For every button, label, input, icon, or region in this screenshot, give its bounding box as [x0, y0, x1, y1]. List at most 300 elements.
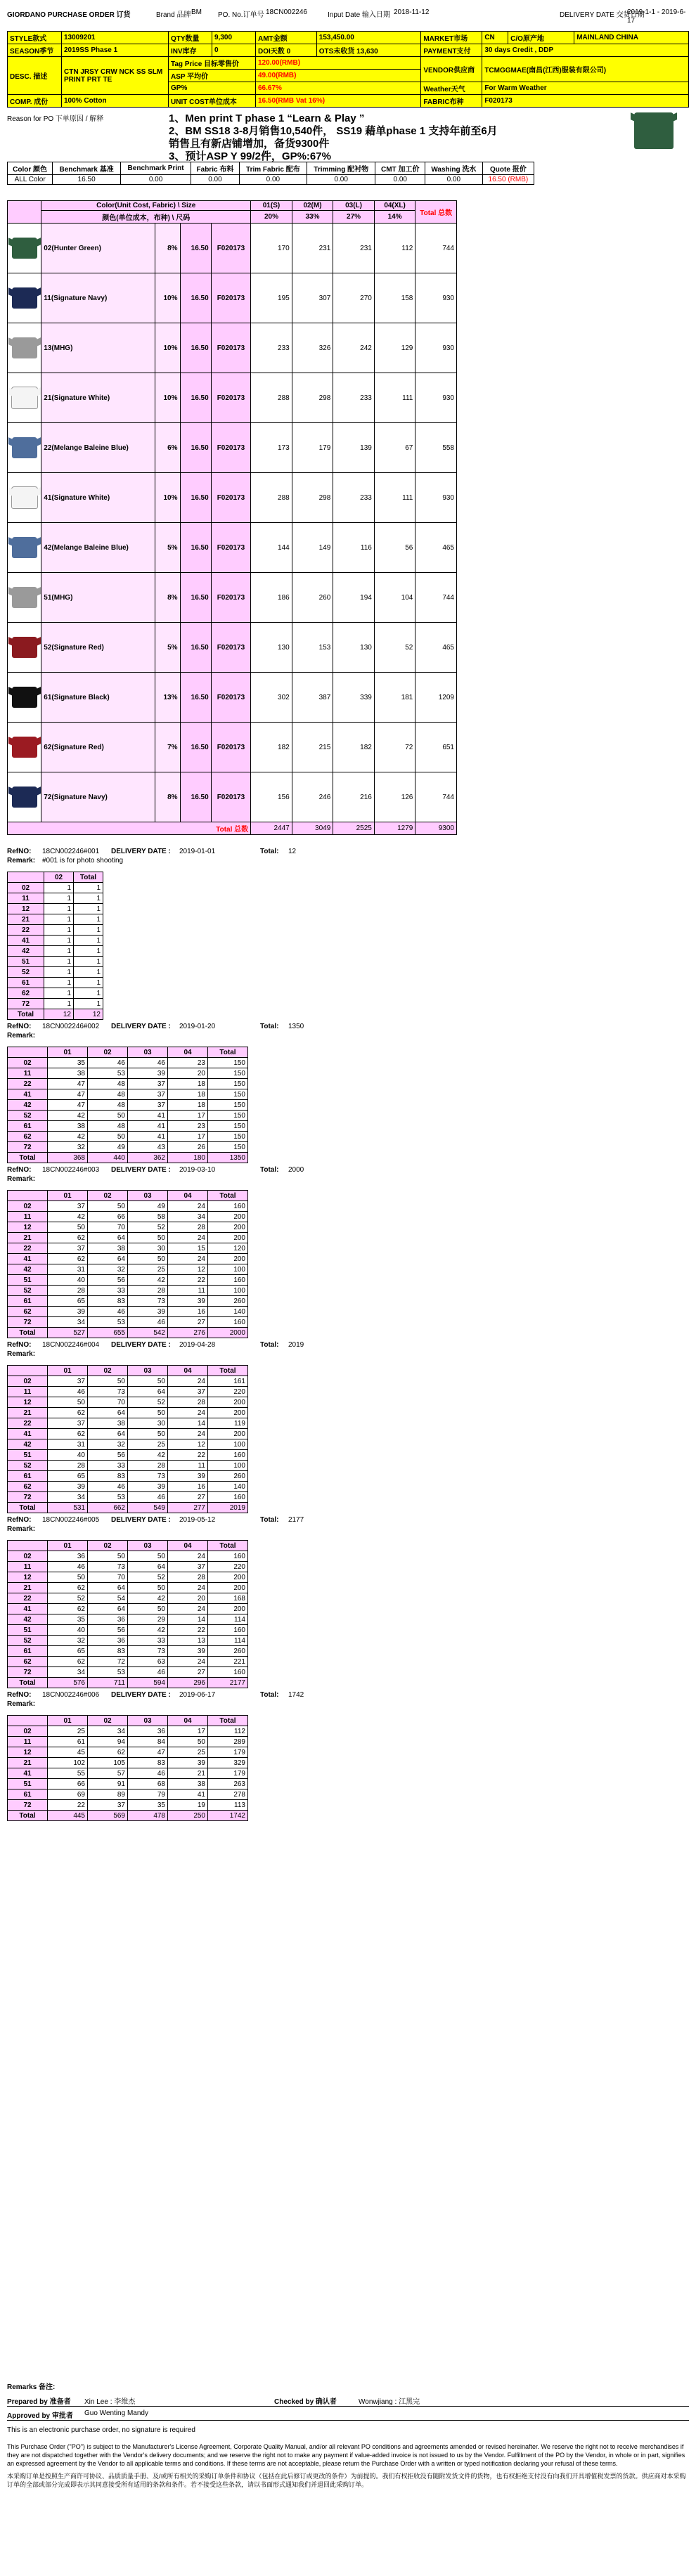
qty-cell: 1	[44, 904, 74, 914]
delivery-label: DELIVERY DATE :	[111, 848, 171, 855]
color-header-row	[8, 201, 457, 211]
qty-cell: 46	[88, 1482, 128, 1492]
size-header: 02	[88, 1047, 128, 1058]
size-qty: 233	[333, 373, 375, 423]
size-header: 02	[44, 872, 74, 883]
ref-label: RefNO:	[7, 1691, 32, 1699]
total-cell: 362	[128, 1153, 168, 1163]
qty-cell: 34	[48, 1317, 88, 1328]
qty-cell: 52	[128, 1397, 168, 1408]
size-qty: 181	[374, 673, 415, 723]
color-pct: 6%	[155, 423, 180, 473]
color-size-header: Color(Unit Cost, Fabric) \ Size	[41, 201, 251, 211]
color-code: 52	[8, 1111, 48, 1121]
qty-cell: 1	[74, 957, 103, 967]
swatch-cell	[8, 224, 41, 273]
qty-cell: 39	[128, 1307, 168, 1317]
size-pct: 33%	[292, 211, 333, 224]
qty-cell: 79	[128, 1789, 168, 1800]
comp-label: COMP. 成份	[8, 95, 62, 108]
delivery-total-row	[8, 1153, 248, 1163]
qty-cell: 46	[128, 1317, 168, 1328]
qty-cell: 42	[48, 1212, 88, 1222]
size-qty: 112	[374, 224, 415, 273]
corner-cell	[8, 872, 44, 883]
fabric-label: FABRIC布种	[421, 95, 482, 108]
color-pct: 8%	[155, 772, 180, 822]
color-code: 42	[8, 1100, 48, 1111]
qty-cell: 17	[168, 1132, 208, 1142]
delivery-total-label: Total:	[260, 1691, 279, 1699]
po-number-value: 18CN002246	[266, 8, 307, 16]
color-code: 42	[8, 1439, 48, 1450]
size-qty: 139	[333, 423, 375, 473]
qty-cell: 64	[88, 1408, 128, 1418]
qty-cell: 48	[88, 1089, 128, 1100]
size-qty: 72	[374, 723, 415, 772]
delivery-row	[8, 1275, 248, 1286]
tshirt-swatch-icon	[12, 737, 37, 758]
qty-cell: 102	[48, 1758, 88, 1768]
color-fabric: F020173	[211, 723, 251, 772]
qty-cell: 1	[74, 978, 103, 988]
size-header: 02	[88, 1366, 128, 1376]
qty-cell: 27	[168, 1492, 208, 1503]
qty-cell: 161	[208, 1376, 248, 1387]
delivery-table	[7, 1047, 248, 1163]
size-qty: 158	[374, 273, 415, 323]
delivery-remark	[7, 1032, 689, 1041]
delivery-header-row	[8, 1366, 248, 1376]
style-value: 13009201	[62, 32, 169, 44]
size-qty: 233	[333, 473, 375, 523]
total-header: Total 总数	[415, 201, 457, 224]
vendor-label: VENDOR供应商	[421, 57, 482, 82]
cost-cell: 16.50	[53, 175, 121, 185]
qty-cell: 50	[128, 1254, 168, 1264]
delivery-row	[8, 1657, 248, 1667]
qty-cell: 100	[208, 1286, 248, 1296]
delivery-table	[7, 1540, 248, 1688]
fabric-value: F020173	[482, 95, 689, 108]
qty-cell: 32	[88, 1264, 128, 1275]
delivery-row	[8, 1307, 248, 1317]
qty-cell: 1	[44, 967, 74, 978]
ref-label: RefNO:	[7, 1166, 32, 1174]
cost-cell: ALL Color	[8, 175, 53, 185]
size-header: 02	[88, 1191, 128, 1201]
delivery-row	[8, 1089, 248, 1100]
delivery-table	[7, 1365, 248, 1513]
delivery-date-value: 2019-1-1 - 2019-6-17	[627, 8, 686, 25]
qty-cell: 105	[88, 1758, 128, 1768]
qty-cell: 37	[48, 1376, 88, 1387]
size-header: 04(XL)	[374, 201, 415, 211]
delivery-row	[8, 1121, 248, 1132]
size-header: 02(M)	[292, 201, 333, 211]
qty-cell: 38	[88, 1243, 128, 1254]
qty-cell: 150	[208, 1121, 248, 1132]
color-code: 02	[8, 1058, 48, 1068]
color-cost: 16.50	[180, 423, 211, 473]
swatch-cell	[8, 673, 41, 723]
color-cost: 16.50	[180, 373, 211, 423]
color-code: 62	[8, 1132, 48, 1142]
total-label: Total	[8, 1009, 44, 1020]
size-header: 01	[48, 1541, 88, 1551]
total-cell: 478	[128, 1811, 168, 1821]
qty-cell: 46	[88, 1058, 128, 1068]
qty-cell: 39	[128, 1068, 168, 1079]
ref-number: 18CN002246#003	[42, 1166, 100, 1174]
size-qty: 104	[374, 573, 415, 623]
qty-cell: 119	[208, 1418, 248, 1429]
qty-cell: 31	[48, 1264, 88, 1275]
prepared-row	[7, 2395, 689, 2407]
qty-cell: 83	[88, 1296, 128, 1307]
tshirt-swatch-icon	[12, 287, 37, 309]
delivery-row	[8, 1461, 248, 1471]
qty-cell: 38	[168, 1779, 208, 1789]
color-code: 62	[8, 1657, 48, 1667]
qty-cell: 83	[88, 1646, 128, 1657]
qty-cell: 43	[128, 1142, 168, 1153]
size-qty: 233	[251, 323, 292, 373]
delivery-row	[8, 1387, 248, 1397]
delivery-label: DELIVERY DATE :	[111, 1691, 171, 1699]
delivery-row	[8, 967, 103, 978]
delivery-label: DELIVERY DATE :	[111, 1166, 171, 1174]
delivery-row	[8, 1100, 248, 1111]
color-code: 22	[8, 925, 44, 936]
delivery-row	[8, 1572, 248, 1583]
delivery-header	[7, 1516, 689, 1525]
qty-cell: 24	[168, 1254, 208, 1264]
qty-cell: 42	[128, 1593, 168, 1604]
size-qty: 116	[333, 523, 375, 573]
size-header: 03	[128, 1191, 168, 1201]
qty-cell: 73	[128, 1646, 168, 1657]
footer	[7, 2381, 689, 2489]
color-code: 61	[8, 1789, 48, 1800]
swatch-cell	[8, 723, 41, 772]
delivery-header	[7, 1166, 689, 1175]
cost-header-cell: Color 颜色	[8, 162, 53, 175]
delivery-header	[7, 1691, 689, 1700]
tshirt-swatch-icon	[12, 587, 37, 608]
delivery-row	[8, 925, 103, 936]
color-row	[8, 772, 457, 822]
qty-cell: 62	[48, 1429, 88, 1439]
color-code: 12	[8, 1222, 48, 1233]
delivery-row	[8, 1562, 248, 1572]
qty-cell: 17	[168, 1111, 208, 1121]
color-code: 12	[8, 1747, 48, 1758]
gp-value: 66.67%	[256, 82, 421, 95]
total-cell: 445	[48, 1811, 88, 1821]
qty-cell: 39	[168, 1646, 208, 1657]
qty-cell: 50	[128, 1604, 168, 1614]
delivery-total: 1742	[288, 1691, 304, 1699]
delivery-row	[8, 1800, 248, 1811]
remark-label: Remark:	[7, 1700, 36, 1708]
weather-value: For Warm Weather	[482, 82, 689, 95]
delivery-row	[8, 1551, 248, 1562]
qty-cell: 1	[44, 957, 74, 967]
color-code: 21	[8, 1583, 48, 1593]
qty-cell: 24	[168, 1376, 208, 1387]
qty-cell: 17	[168, 1726, 208, 1737]
color-code: 72	[8, 999, 44, 1009]
size-qty: 170	[251, 224, 292, 273]
qty-cell: 73	[88, 1387, 128, 1397]
color-code: 21	[8, 1758, 48, 1768]
qty-cell: 12	[168, 1439, 208, 1450]
row-total: 744	[415, 772, 457, 822]
delivery-row	[8, 1492, 248, 1503]
color-fabric: F020173	[211, 373, 251, 423]
delivery-row	[8, 1667, 248, 1678]
color-pct: 5%	[155, 623, 180, 673]
color-code: 11	[8, 893, 44, 904]
total-cell: 180	[168, 1153, 208, 1163]
cost-header-cell: Benchmark 基准	[53, 162, 121, 175]
qty-cell: 220	[208, 1387, 248, 1397]
remark-label: Remark:	[7, 1525, 36, 1533]
delivery-row	[8, 1286, 248, 1296]
size-pct: 20%	[251, 211, 292, 224]
qty-cell: 39	[128, 1482, 168, 1492]
qty-cell: 50	[128, 1233, 168, 1243]
qty-cell: 37	[128, 1079, 168, 1089]
qty-cell: 140	[208, 1482, 248, 1492]
row-total: 465	[415, 623, 457, 673]
row-total: 930	[415, 323, 457, 373]
qty-cell: 37	[48, 1418, 88, 1429]
qty-cell: 27	[168, 1667, 208, 1678]
size-qty: 288	[251, 473, 292, 523]
qty-cell: 46	[128, 1492, 168, 1503]
qty-cell: 50	[88, 1376, 128, 1387]
cost-header-cell: CMT 加工价	[375, 162, 425, 175]
color-code: 02	[8, 1201, 48, 1212]
color-name: 41(Signature White)	[41, 473, 155, 523]
color-row	[8, 573, 457, 623]
color-name: 61(Signature Black)	[41, 673, 155, 723]
qty-cell: 35	[48, 1058, 88, 1068]
style-label: STYLE款式	[8, 32, 62, 44]
qty-cell: 73	[128, 1296, 168, 1307]
row-total: 930	[415, 373, 457, 423]
qty-cell: 47	[128, 1747, 168, 1758]
color-code: 61	[8, 1471, 48, 1482]
qty-cell: 19	[168, 1800, 208, 1811]
qty-cell: 24	[168, 1583, 208, 1593]
qty-cell: 39	[168, 1758, 208, 1768]
total-cell: 594	[128, 1678, 168, 1688]
qty-cell: 53	[88, 1492, 128, 1503]
color-fabric: F020173	[211, 423, 251, 473]
qty-cell: 62	[48, 1254, 88, 1264]
size-qty: 195	[251, 273, 292, 323]
qty-cell: 46	[128, 1768, 168, 1779]
color-row	[8, 224, 457, 273]
ref-label: RefNO:	[7, 848, 32, 855]
qty-cell: 260	[208, 1296, 248, 1307]
qty-cell: 200	[208, 1397, 248, 1408]
delivery-header-row	[8, 1541, 248, 1551]
color-row	[8, 373, 457, 423]
total-cell: 662	[88, 1503, 128, 1513]
size-qty: 215	[292, 723, 333, 772]
row-total: 930	[415, 473, 457, 523]
corner-cell	[8, 1716, 48, 1726]
qty-cell: 41	[168, 1789, 208, 1800]
qty-cell: 28	[168, 1397, 208, 1408]
color-code: 52	[8, 967, 44, 978]
size-header: 01	[48, 1716, 88, 1726]
delivery-date: 2019-01-20	[179, 1023, 216, 1030]
size-qty: 130	[251, 623, 292, 673]
color-fabric: F020173	[211, 224, 251, 273]
size-qty: 179	[292, 423, 333, 473]
co-label: C/O原产地	[508, 32, 574, 44]
delivery-total-row	[8, 1009, 103, 1020]
total-cell: 655	[88, 1328, 128, 1338]
qty-cell: 22	[168, 1275, 208, 1286]
delivery-row	[8, 1737, 248, 1747]
color-name: 72(Signature Navy)	[41, 772, 155, 822]
row-total: 651	[415, 723, 457, 772]
qty-cell: 114	[208, 1614, 248, 1625]
size-qty: 186	[251, 573, 292, 623]
delivery-row	[8, 1450, 248, 1461]
delivery-total-label: Total:	[260, 1516, 279, 1524]
color-cost: 16.50	[180, 224, 211, 273]
checked-value: Wonwjiang : 江黑完	[359, 2398, 420, 2406]
qty-cell: 50	[128, 1429, 168, 1439]
delivery-row	[8, 1471, 248, 1482]
qty-cell: 50	[168, 1737, 208, 1747]
qty-cell: 15	[168, 1243, 208, 1254]
qty-cell: 50	[88, 1201, 128, 1212]
qty-cell: 64	[128, 1387, 168, 1397]
qty-cell: 36	[128, 1726, 168, 1737]
tshirt-swatch-icon	[11, 486, 38, 509]
remark-text: #001 is for photo shooting	[42, 857, 124, 865]
reason-line-1: 1、Men print T phase 1 “Learn & Play ”	[169, 112, 365, 124]
size-qty: 298	[292, 373, 333, 423]
product-image	[626, 112, 682, 155]
qty-cell: 50	[88, 1551, 128, 1562]
color-code: 51	[8, 1779, 48, 1789]
delivery-row	[8, 1068, 248, 1079]
delivery-label: DELIVERY DATE :	[111, 1023, 171, 1030]
qty-cell: 200	[208, 1572, 248, 1583]
unit-cost-value: 16.50(RMB Vat 16%)	[256, 95, 421, 108]
grand-total-cell: 2447	[251, 822, 292, 835]
qty-cell: 1	[44, 978, 74, 988]
color-code: 72	[8, 1667, 48, 1678]
qty-cell: 62	[88, 1747, 128, 1758]
qty-cell: 200	[208, 1429, 248, 1439]
total-cell: 12	[44, 1009, 74, 1020]
delivery-row	[8, 1132, 248, 1142]
season-label: SEASON季节	[8, 44, 62, 57]
color-name: 51(MHG)	[41, 573, 155, 623]
color-code: 21	[8, 1408, 48, 1418]
color-fabric: F020173	[211, 772, 251, 822]
qty-cell: 1	[74, 946, 103, 957]
qty-cell: 52	[48, 1593, 88, 1604]
color-code: 61	[8, 978, 44, 988]
qty-cell: 49	[88, 1142, 128, 1153]
total-label: Total	[8, 1678, 48, 1688]
size-qty: 149	[292, 523, 333, 573]
delivery-row	[8, 914, 103, 925]
color-code: 22	[8, 1079, 48, 1089]
qty-cell: 56	[88, 1625, 128, 1636]
total-cell: 277	[168, 1503, 208, 1513]
delivery-section	[7, 848, 689, 1824]
qty-cell: 73	[88, 1562, 128, 1572]
remark-label: Remark:	[7, 1175, 36, 1183]
qty-cell: 64	[88, 1429, 128, 1439]
qty-cell: 28	[48, 1461, 88, 1471]
delivery-header-row	[8, 1191, 248, 1201]
market-value: CN	[482, 32, 508, 44]
qty-cell: 24	[168, 1604, 208, 1614]
po-info-table	[7, 31, 689, 108]
qty-cell: 1	[74, 967, 103, 978]
qty-cell: 50	[88, 1132, 128, 1142]
delivery-row	[8, 1482, 248, 1492]
qty-cell: 100	[208, 1439, 248, 1450]
color-row	[8, 273, 457, 323]
qty-cell: 56	[88, 1275, 128, 1286]
color-code: 62	[8, 1307, 48, 1317]
color-size-table	[7, 200, 457, 835]
color-code: 11	[8, 1212, 48, 1222]
delivery-row	[8, 988, 103, 999]
size-header: 04	[168, 1541, 208, 1551]
size-qty: 144	[251, 523, 292, 573]
input-date-label: Input Date 输入日期	[328, 11, 390, 19]
qty-cell: 16	[168, 1307, 208, 1317]
color-code: 51	[8, 1450, 48, 1461]
payment-value: 30 days Credit , DDP	[482, 44, 689, 57]
cost-header-cell: Benchmark Print	[121, 162, 191, 175]
delivery-total-label: Total:	[260, 1341, 279, 1349]
color-code: 41	[8, 1604, 48, 1614]
size-qty: 173	[251, 423, 292, 473]
image-header-cell	[8, 201, 41, 224]
size-header: 01	[48, 1366, 88, 1376]
qty-cell: 84	[128, 1737, 168, 1747]
color-pct: 5%	[155, 523, 180, 573]
cost-header-row	[8, 162, 534, 175]
delivery-total-label: Total:	[260, 1166, 279, 1174]
desc-value: CTN JRSY CRW NCK SS SLM PRINT PRT TE	[62, 57, 169, 95]
size-qty: 111	[374, 373, 415, 423]
delivery-block	[7, 1691, 689, 1821]
color-cost: 16.50	[180, 673, 211, 723]
qty-cell: 24	[168, 1201, 208, 1212]
color-row	[8, 673, 457, 723]
qty-cell: 73	[128, 1471, 168, 1482]
po-header	[7, 8, 689, 25]
total-cell: 527	[48, 1328, 88, 1338]
